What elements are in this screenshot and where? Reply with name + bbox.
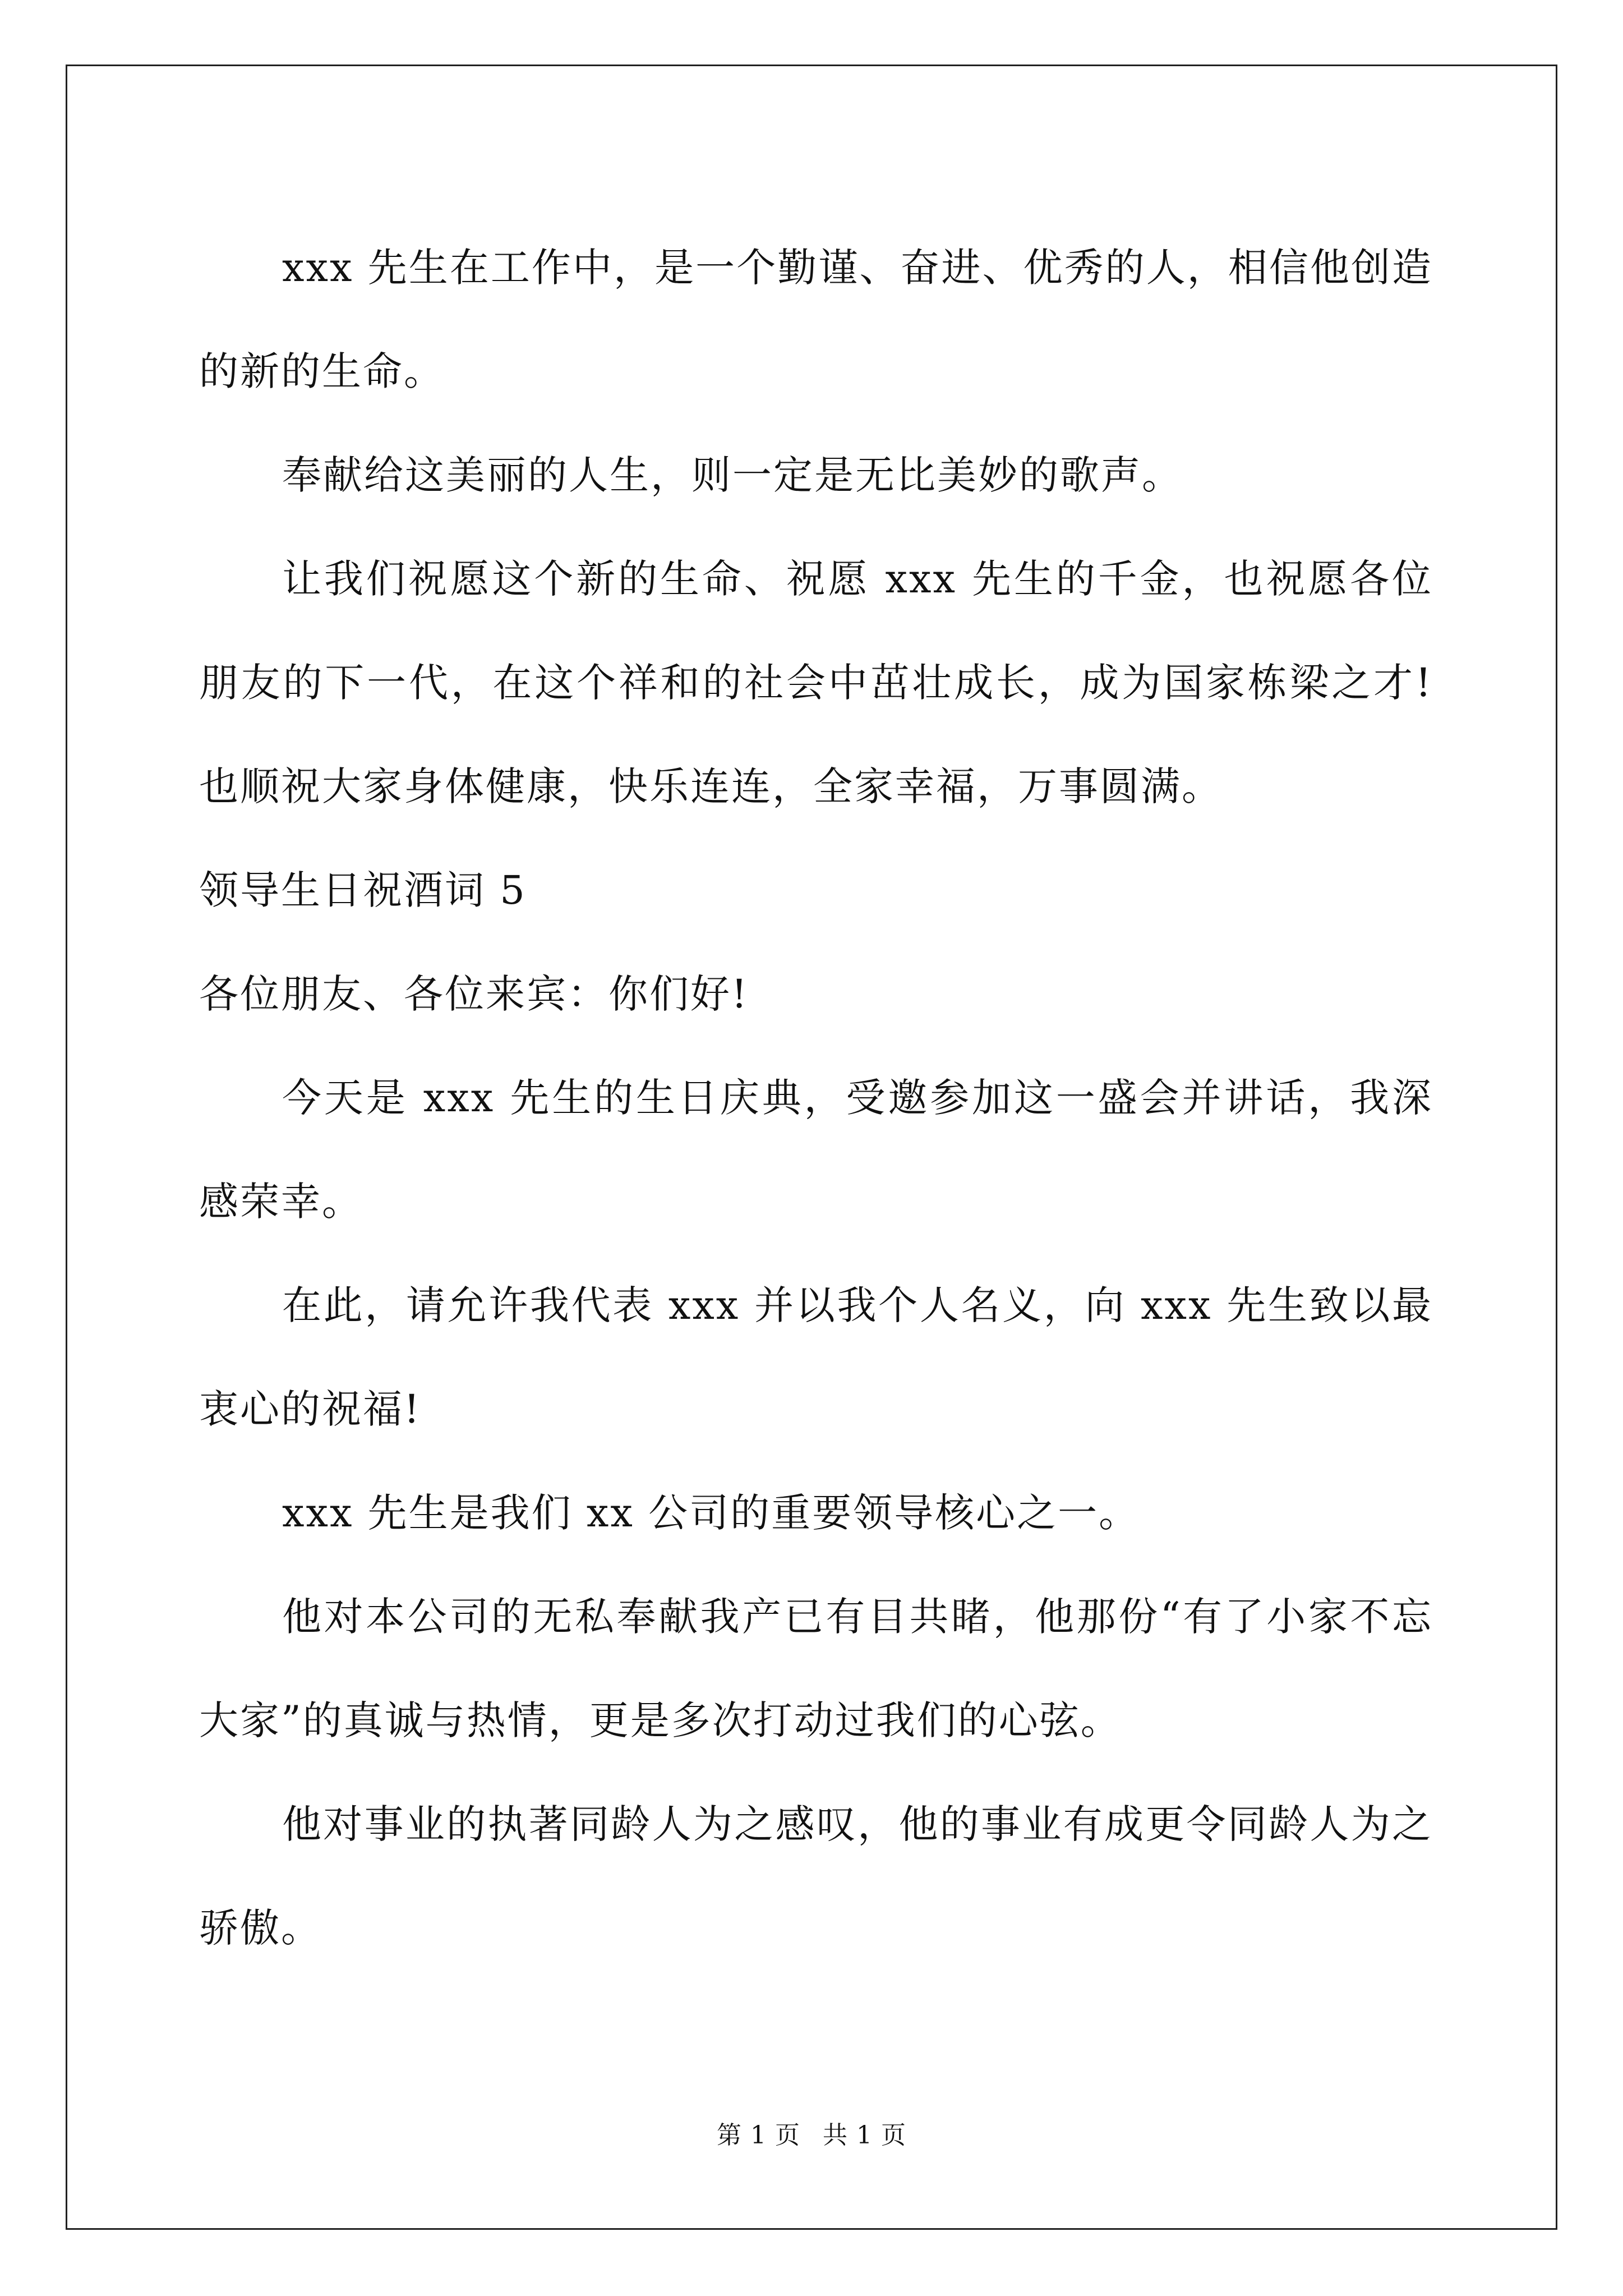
paragraph-3: 让我们祝愿这个新的生命、祝愿 xxx 先生的千金，也祝愿各位朋友的下一代，在这个祥和的社会中茁壮成长，成为国家栋梁之才!也顺祝大家身体健康，快乐连连，全家幸福，万事圆满。: [199, 556, 1433, 809]
page-number-total: 共 1 页: [823, 2121, 906, 2150]
document-body: [199, 216, 1433, 1980]
paragraph-9: 他对本公司的无私奉献我产已有目共睹，他那份“有了小家不忘大家”的真诚与热情，更是多次打动过我们的心弦。: [199, 1594, 1433, 1743]
paragraph-1: xxx 先生在工作中，是一个勤谨、奋进、优秀的人，相信他创造的新的生命。: [199, 245, 1433, 394]
salutation: 各位朋友、各位来宾：你们好!: [199, 971, 749, 1017]
paragraph-8: xxx 先生是我们 xx 公司的重要领导核心之一。: [282, 1490, 1140, 1536]
section-heading: 领导生日祝酒词 5: [199, 867, 527, 913]
paragraph-2: 奉献给这美丽的人生，则一定是无比美妙的歌声。: [282, 452, 1183, 498]
paragraph-6: 今天是 xxx 先生的生日庆典，受邀参加这一盛会并讲话，我深感荣幸。: [199, 1075, 1433, 1225]
paragraph-7: 在此，请允许我代表 xxx 并以我个人名义，向 xxx 先生致以最衷心的祝福!: [199, 1282, 1433, 1432]
page-footer: [0, 2115, 1623, 2151]
paragraph-10: 他对事业的执著同龄人为之感叹，他的事业有成更令同龄人为之骄傲。: [199, 1801, 1433, 1951]
page-number-current: 第 1 页: [717, 2121, 800, 2150]
